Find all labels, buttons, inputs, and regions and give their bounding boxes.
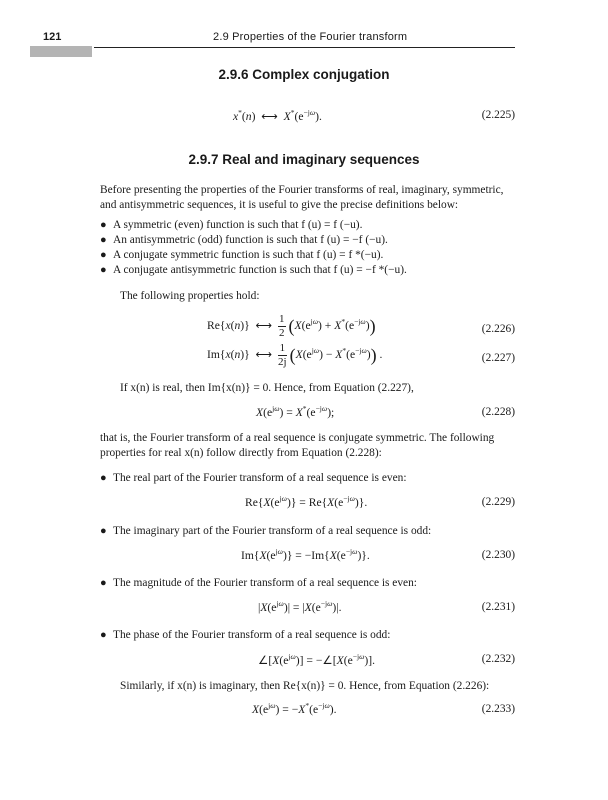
list-item: [100, 263, 520, 278]
bullet-icon: ●: [100, 472, 107, 484]
equation-number: (2.230): [481, 549, 515, 561]
list-item: [100, 218, 520, 233]
bullet-icon: ●: [100, 234, 107, 246]
if-real-text: If x(n) is real, then Im{x(n)} = 0. Hence, from Equation (2.227),: [120, 382, 414, 394]
properties-hold-text: The following properties hold:: [120, 290, 260, 302]
text-line: and antisymmetric sequences, it is useful to give the precise definitions below:: [100, 199, 459, 211]
that-is-paragraph: [100, 431, 516, 461]
list-item-text: A conjugate symmetric function is such that f (u) = f *(−u).: [113, 249, 384, 261]
bullet-icon: ●: [100, 264, 107, 276]
equation-number: (2.229): [481, 496, 515, 508]
list-item-text: A symmetric (even) function is such that f (u) = f (−u).: [113, 219, 363, 231]
fraction-numerator: 1: [279, 342, 286, 354]
list-item-text: A conjugate antisymmetric function is such that f (u) = −f *(−u).: [113, 264, 407, 276]
list-item-text: The magnitude of the Fourier transform of a real sequence is even:: [113, 577, 417, 589]
list-item: [100, 628, 520, 643]
text-line: Before presenting the properties of the Fourier transforms of real, imaginary, symmetric,: [100, 184, 504, 196]
list-item: [100, 471, 520, 486]
equation-number: (2.226): [481, 323, 515, 335]
list-item: [100, 248, 520, 263]
bullet-icon: ●: [100, 219, 107, 231]
equation-number: (2.233): [481, 703, 515, 715]
header-rule: [94, 47, 515, 48]
equation-number: (2.228): [481, 406, 515, 418]
section-title-2-9-6: 2.9.6 Complex conjugation: [218, 67, 390, 82]
bullet-icon: ●: [100, 249, 107, 261]
list-item-text: The real part of the Fourier transform of a real sequence is even:: [113, 472, 407, 484]
bullet-icon: ●: [100, 629, 107, 641]
fraction-denominator: 2: [279, 327, 285, 339]
list-item: [100, 576, 520, 591]
list-item-text: The imaginary part of the Fourier transform of a real sequence is odd:: [113, 525, 432, 537]
list-item: [100, 524, 520, 539]
list-item: [100, 233, 520, 248]
list-item-text: An antisymmetric (odd) function is such that f (u) = −f (−u).: [113, 234, 388, 246]
definitions-list: [100, 218, 520, 278]
equation-number: (2.232): [481, 653, 515, 665]
fraction-denominator: 2j: [278, 356, 287, 368]
text-line: that is, the Fourier transform of a real sequence is conjugate symmetric. The following: [100, 432, 495, 444]
equation-number: (2.227): [481, 352, 515, 364]
fraction-numerator: 1: [279, 313, 285, 325]
equation-number: (2.225): [481, 109, 515, 121]
similarly-text: Similarly, if x(n) is imaginary, then Re{x(n)} = 0. Hence, from Equation (2.226):: [120, 680, 490, 692]
section-title-2-9-7: 2.9.7 Real and imaginary sequences: [188, 152, 420, 167]
thumb-tab-marker: [30, 46, 92, 57]
bullet-icon: ●: [100, 577, 107, 589]
equation-number: (2.231): [481, 601, 515, 613]
list-item-text: The phase of the Fourier transform of a real sequence is odd:: [113, 629, 391, 641]
running-header: 2.9 Properties of the Fourier transform: [213, 31, 408, 43]
bullet-icon: ●: [100, 525, 107, 537]
text-line: properties for real x(n) follow directly from Equation (2.228):: [100, 447, 382, 459]
page-number: 121: [43, 31, 62, 43]
intro-paragraph: [100, 183, 516, 213]
